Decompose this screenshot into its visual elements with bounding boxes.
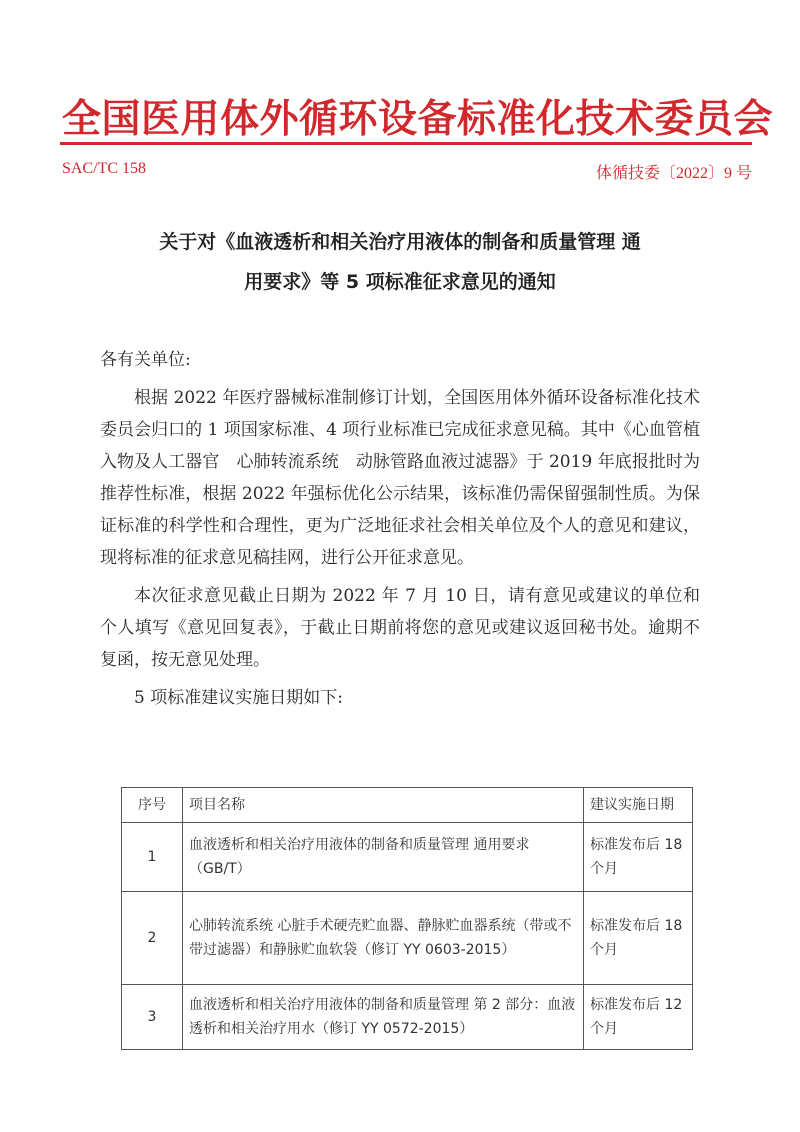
- body-paragraph-2: 本次征求意见截止日期为 2022 年 7 月 10 日，请有意见或建议的单位和个人填写《意见回复表》，于截止日期前将您的意见或建议返回秘书处。逾期不复函，按无意见处理。: [100, 586, 700, 670]
- header-number: 序号: [122, 788, 183, 823]
- header-project-name: 项目名称: [183, 788, 584, 823]
- header-divider: [60, 142, 752, 145]
- document-body: [100, 344, 700, 714]
- document-title-line-2: 用要求》等 5 项标准征求意见的通知: [244, 271, 556, 293]
- table-row: [122, 892, 693, 985]
- salutation: 各有关单位:: [100, 350, 191, 370]
- document-title-line-1: 关于对《血液透析和相关治疗用液体的制备和质量管理 通: [159, 231, 641, 253]
- header-implementation-date: 建议实施日期: [584, 788, 693, 823]
- row-number: 3: [122, 985, 183, 1050]
- row-project-name: 心肺转流系统 心脏手术硬壳贮血器、静脉贮血器系统（带或不带过滤器）和静脉贮血软袋（修订 YY 0603-2015）: [183, 892, 584, 985]
- document-title: [95, 222, 705, 302]
- body-paragraph-1: 根据 2022 年医疗器械标准制修订计划，全国医用体外循环设备标准化技术委员会归口的 1 项国家标准、4 项行业标准已完成征求意见稿。其中《心血管植入物及人工器官 心肺转流系统 动脉管路血液过滤器》于 2019 年底报批时为推荐性标准，根据 2022 年强标优化公示结果，该标准仍需保留强制性质。为保证标准的科学性和合理性，更为广泛地征求社会相关单位及个人的意见和建议，现将标准的征求意见稿挂网，进行公开征求意见。: [100, 388, 700, 568]
- organization-title: 全国医用体外循环设备标准化技术委员会: [62, 97, 774, 142]
- row-number: 2: [122, 892, 183, 985]
- row-implementation-date: 标准发布后 18 个月: [584, 892, 693, 985]
- table-row: [122, 985, 693, 1050]
- document-number: 体循技委〔2022〕9 号: [595, 165, 752, 182]
- table-row: [122, 823, 693, 892]
- row-number: 1: [122, 823, 183, 892]
- row-project-name: 血液透析和相关治疗用液体的制备和质量管理 第 2 部分：血液透析和相关治疗用水（修订 YY 0572-2015）: [183, 985, 584, 1050]
- committee-code: SAC/TC 158: [62, 160, 147, 177]
- standards-table: [121, 787, 693, 1050]
- row-project-name: 血液透析和相关治疗用液体的制备和质量管理 通用要求（GB/T）: [183, 823, 584, 892]
- schedule-intro: 5 项标准建议实施日期如下:: [134, 688, 343, 708]
- table-header-row: [122, 788, 693, 823]
- row-implementation-date: 标准发布后 18 个月: [584, 823, 693, 892]
- row-implementation-date: 标准发布后 12 个月: [584, 985, 693, 1050]
